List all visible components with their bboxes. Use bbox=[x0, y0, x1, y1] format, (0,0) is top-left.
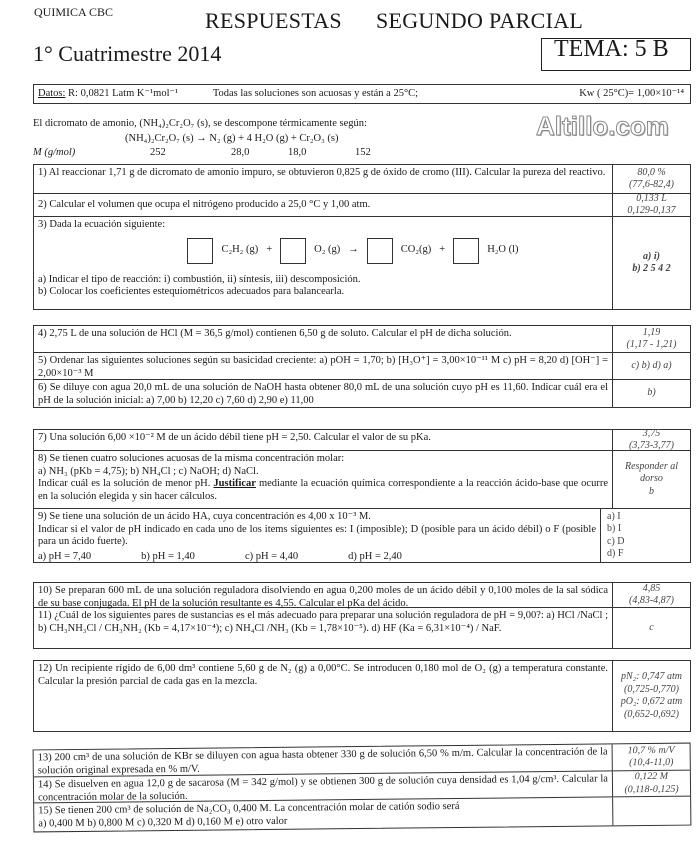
answer-cell bbox=[612, 380, 690, 407]
question-12 bbox=[34, 661, 690, 731]
q3-part-b: b) Colocar los coeficientes estequiométricos adecuados para balancearla. bbox=[38, 286, 345, 297]
answer-range: (0,725-0,770) bbox=[624, 683, 679, 695]
datos-box bbox=[33, 84, 691, 104]
answer: a) I bbox=[607, 510, 621, 522]
answer-cell bbox=[612, 451, 690, 508]
q9-item: c) pH = 4,40 bbox=[244, 550, 299, 562]
q3-part-a: a) Indicar el tipo de reacción: i) combustión, ii) síntesis, iii) descomposición. bbox=[38, 273, 361, 285]
question-11 bbox=[34, 608, 690, 648]
question-text bbox=[34, 797, 612, 831]
question-7 bbox=[34, 427, 690, 451]
page-title bbox=[205, 8, 617, 33]
decomposition-equation: (NH₄)₂Cr₂O₇ (s) → N₂ (g) + 4 H₂O (g) + Cr₂O₃ (s) bbox=[125, 133, 339, 144]
q9-item: d) pH = 2,40 bbox=[348, 550, 402, 562]
q8-intro: 8) Se tienen cuatro soluciones acuosas de la misma concentración molar: bbox=[38, 453, 345, 464]
answer-cell bbox=[612, 194, 690, 216]
answer-cell bbox=[612, 661, 690, 731]
answer-range: (4,83-4,87) bbox=[629, 595, 674, 606]
question-group-5 bbox=[33, 660, 691, 732]
answer-range: 0,129-0,137 bbox=[627, 205, 676, 216]
coefficient-box-1[interactable] bbox=[187, 238, 213, 264]
altillo-logo: Altillo.com bbox=[536, 111, 669, 141]
answer-n2: pN₂: 0,747 atm bbox=[621, 671, 682, 682]
question-5 bbox=[34, 353, 690, 380]
q9-item: b) pH = 1,40 bbox=[141, 550, 195, 562]
answer: b) bbox=[647, 387, 656, 399]
q9-item: a) pH = 7,40 bbox=[38, 550, 92, 562]
molar-mass-label: M (g/mol) bbox=[33, 147, 76, 158]
species: O₂ (g) bbox=[314, 244, 341, 256]
answer: b) I bbox=[607, 523, 622, 534]
answer: 4,85 bbox=[642, 582, 661, 594]
coefficient-box-3[interactable] bbox=[367, 238, 393, 264]
question-2 bbox=[34, 194, 690, 217]
question-text: 4) 2,75 L de una solución de HCl (M = 36,5 g/mol) contienen 6,50 g de soluto. Calcular el pH de dicha solución. bbox=[38, 328, 512, 339]
mass-4: 152 bbox=[355, 147, 371, 158]
q9-intro: 9) Se tiene una solución de un ácido HA, cuya concentración es 4,00 x 10⁻³ M. bbox=[38, 511, 371, 522]
question-text: 7) Una solución 6,00 ×10⁻² M de un ácido débil tiene pH = 2,50. Calcular el valor de su pKa. bbox=[38, 432, 431, 443]
answer: 10,7 % m/V bbox=[627, 744, 675, 756]
answer: c bbox=[649, 621, 654, 633]
kw-value: Kw ( 25°C)= 1,00×10⁻¹⁴ bbox=[579, 88, 684, 99]
title-segundo-parcial: SEGUNDO PARCIAL bbox=[375, 8, 584, 33]
answer: 0,133 L bbox=[636, 192, 667, 204]
answer-letter: b bbox=[649, 485, 654, 497]
answer-cell bbox=[612, 165, 690, 193]
answer: 3,75 bbox=[642, 427, 661, 439]
question-text: 11) ¿Cuál de los siguientes pares de sustancias es el más adecuado para preparar una solución reguladora de pH = 9,00?: a) HCl /NaCl ; b) CH₃NH₃Cl / CH₃NH₂ (Kb = 4,17×10⁻⁴); c) NH₄Cl /NH₃ (Kb = 1,78×10⁻⁵). d) HF (Ka = 6,31×10⁻⁴) / NaF. bbox=[38, 610, 608, 634]
question-text: 12) Un recipiente rígido de 6,00 dm³ contiene 5,60 g de N₂ (g) a 0,00°C. Se introducen 0,180 mol de O₂ (g) a temperatura constante. Calcular la presión parcial de cada gas en la mezcla. bbox=[38, 663, 608, 687]
q8-instruction-a: Indicar cuál es la solución de menor pH. bbox=[38, 478, 214, 489]
answer-range: (77,6-82,4) bbox=[629, 179, 674, 190]
species: C₂H₂ (g) bbox=[221, 244, 259, 256]
answer-cell bbox=[600, 509, 690, 562]
molar-mass-row bbox=[33, 147, 533, 160]
question-text: 5) Ordenar las siguientes soluciones según su basicidad creciente: a) pOH = 1,70; b) [H₃O⁺] = 3,00×10⁻¹¹ M c) pH = 8,20 d) [OH⁻] = 2,00×10⁻³ M bbox=[38, 355, 608, 379]
answer-range: (0,118-0,125) bbox=[624, 783, 679, 795]
answer: Responder al dorso bbox=[624, 460, 679, 485]
answer-range: (0,652-0,692) bbox=[624, 708, 679, 720]
answer-cell bbox=[612, 608, 690, 648]
combustion-equation bbox=[98, 238, 608, 264]
species: H₂O (l) bbox=[487, 244, 519, 256]
answer-o2: pO₂: 0,672 atm bbox=[620, 696, 683, 707]
tema-box: TEMA: 5 B bbox=[541, 38, 691, 71]
coefficient-box-2[interactable] bbox=[280, 238, 306, 264]
gas-constant: R: 0,0821 Latm K⁻¹mol⁻¹ bbox=[68, 88, 179, 99]
plus-sign: + bbox=[439, 244, 446, 256]
question-9 bbox=[34, 509, 690, 562]
answer-cell bbox=[612, 217, 690, 309]
term: 1° Cuatrimestre 2014 bbox=[33, 41, 222, 66]
question-group-1 bbox=[33, 164, 691, 310]
answer-cell bbox=[612, 326, 690, 352]
answer: d) F bbox=[607, 548, 624, 559]
question-text bbox=[34, 451, 612, 508]
answer-cell bbox=[612, 771, 690, 797]
question-group-6 bbox=[33, 743, 692, 833]
coefficient-box-4[interactable] bbox=[453, 238, 479, 264]
answer: 1,19 bbox=[642, 326, 661, 338]
question-text: 6) Se diluye con agua 20,0 mL de una solución de NaOH hasta obtener 80,0 mL de una solución cuyo pH es 11,60. Indicar cuál era el pH de la solución inicial: a) 7,00 b) 12,20 c) 7,60 d) 2,90 e) 11,00 bbox=[38, 382, 608, 406]
answer-range: (10,4-11,0) bbox=[629, 756, 674, 769]
justify-emphasis: Justificar bbox=[213, 478, 256, 489]
question-3 bbox=[34, 217, 690, 309]
datos-label: Datos: bbox=[38, 88, 66, 99]
answer-range: (3,73-3,77) bbox=[629, 440, 674, 451]
answer-cell bbox=[612, 583, 690, 607]
q8-instruction bbox=[38, 478, 608, 503]
answer: 80,0 % bbox=[637, 166, 666, 178]
answer-cell bbox=[612, 353, 690, 379]
mass-3: 18,0 bbox=[288, 147, 307, 158]
q8-options: a) NH₃ (pKb = 4,75); b) NH₄Cl ; c) NaOH; d) NaCl. bbox=[38, 465, 259, 477]
q9-items bbox=[38, 551, 596, 564]
species: CO₂(g) bbox=[400, 244, 432, 256]
question-text: 13) 200 cm³ de una solución de KBr se diluyen con agua hasta obtener 330 g de solución 6,50 % m/m. Calcular la concentración de la solución original expresada en % m/V. bbox=[37, 746, 608, 776]
question-8 bbox=[34, 451, 690, 509]
question-text bbox=[34, 217, 612, 309]
question-6 bbox=[34, 380, 690, 407]
question-group-3 bbox=[33, 429, 691, 563]
question-text: 1) Al reaccionar 1,71 g de dicromato de amonio impuro, se obtuvieron 0,825 g de óxido de cromo (III). Calcular la pureza del reactivo. bbox=[38, 167, 606, 178]
question-10 bbox=[34, 583, 690, 608]
question-4 bbox=[34, 326, 690, 353]
answer-cell bbox=[612, 427, 690, 451]
q8-instruction-b: mediante la ecuación química correspondiente a la reacción ácido-base que ocurre en la solución elegida y sin hacer cálculos. bbox=[38, 478, 608, 502]
question-text bbox=[34, 509, 600, 562]
mass-1: 252 bbox=[150, 147, 166, 158]
answer: 0,122 M bbox=[634, 770, 669, 783]
title-respuestas: RESPUESTAS bbox=[205, 8, 342, 33]
q9-instruction: Indicar si el valor de pH indicado en cada uno de los items siguientes es: I (imposible); D (posible para un ácido débil) o F (posible para un ácido fuerte). bbox=[38, 523, 596, 547]
course-name: QUIMICA CBC bbox=[34, 5, 114, 19]
datos-note: Todas las soluciones son acuosas y están a 25°C; bbox=[212, 88, 419, 99]
answer: c) D bbox=[607, 535, 625, 547]
mass-2: 28,0 bbox=[231, 147, 250, 158]
question-text: 2) Calcular el volumen que ocupa el nitrógeno producido a 25,0 °C y 1,00 atm. bbox=[38, 199, 371, 210]
q15-intro: 15) Se tienen 200 cm³ de solución de Na₂CO₃ 0,400 M. La concentración molar de catión sodio será bbox=[38, 800, 460, 817]
answer-b: b) 2 5 4 2 bbox=[632, 263, 671, 274]
plus-sign: + bbox=[266, 244, 273, 256]
question-15 bbox=[34, 797, 690, 832]
question-1 bbox=[34, 165, 690, 194]
q3-intro: 3) Dada la ecuación siguiente: bbox=[38, 219, 166, 230]
answer: a) i) bbox=[643, 250, 660, 262]
answer-range: (1,17 - 1,21) bbox=[626, 339, 677, 350]
q15-options: a) 0,400 M b) 0,800 M c) 0,320 M d) 0,160 M e) otro valor bbox=[38, 815, 288, 829]
intro-text: El dicromato de amonio, (NH₄)₂Cr₂O₇ (s), se descompone térmicamente según: bbox=[33, 118, 367, 129]
answer: c) b) d) a) bbox=[631, 359, 672, 371]
question-text: 14) Se disuelven en agua 12,0 g de sacarosa (M = 342 g/mol) y se obtienen 300 g de solución cuya densidad es 1,04 g/cm³. Calcular la concentración molar de la solución. bbox=[37, 773, 608, 803]
answer-cell bbox=[612, 744, 690, 771]
arrow: → bbox=[348, 244, 359, 256]
question-group-4 bbox=[33, 582, 691, 649]
answer-cell bbox=[612, 797, 690, 826]
question-text: 10) Se preparan 600 mL de una solución reguladora disolviendo en agua 0,200 moles de un ácido débil y 0,100 moles de la sal sódica de su base conjugada. El pH de la solución resultante es 4,55. Calcular el pKa del ácido. bbox=[38, 585, 608, 609]
question-group-2 bbox=[33, 325, 691, 408]
